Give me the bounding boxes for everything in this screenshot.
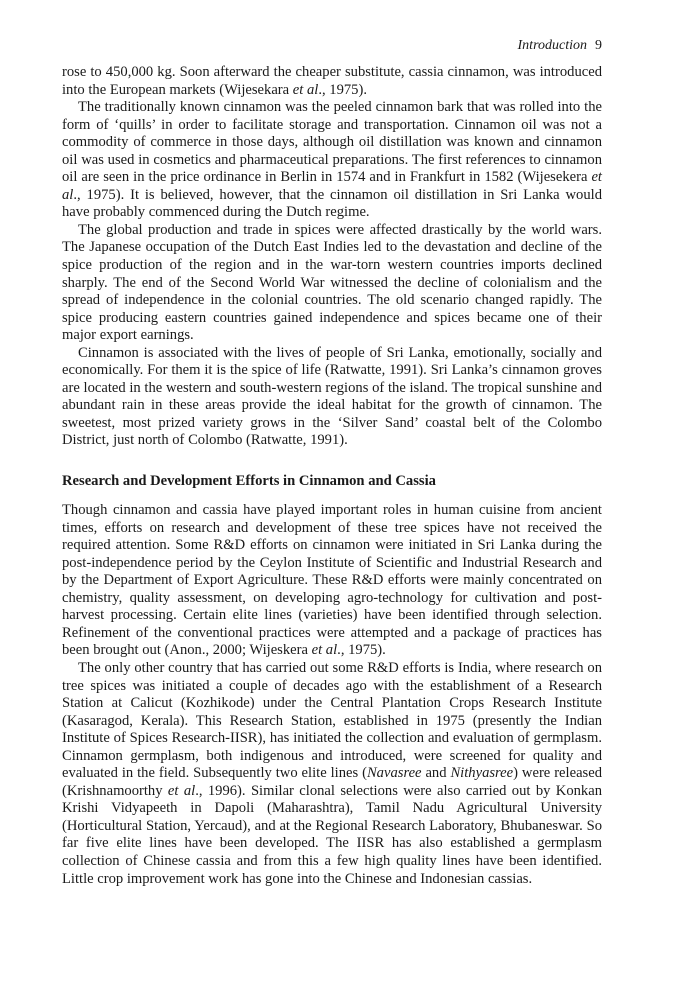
paragraph: Though cinnamon and cassia have played important roles in human cuisine from ancient times, efforts on research and development of these tree spices have not received the required attention. Some R&D efforts on cinnamon were initiated in Sri Lanka during the post-independence period by the Ceylon Institute of Scientific and Industrial Research and by the Department of Export Agriculture. These R&D efforts were mainly concentrated on chemistry, quality assessment, on developing agro-technology for cultivation and post-harvest processing. Certain elite lines (varieties) have been identified through selection. Refinement of the conventional practices were attempted and a package of practices has been brought out (Anon., 2000; Wijeskera et al., 1975).	[62, 502, 602, 659]
paragraph: Cinnamon is associated with the lives of people of Sri Lanka, emotionally, socially and economically. For them it is the spice of life (Ratwatte, 1991). Sri Lanka’s cinnamon groves are located in the western and south-western regions of the island. The tropical sunshine and abundant rain in these areas provide the ideal habitat for the growth of cinnamon. The sweetest, most prized variety grows in the ‘Silver Sand’ coastal belt of the Colombo District, just north of Colombo (Ratwatte, 1991).	[62, 344, 602, 449]
book-page	[62, 36, 602, 888]
section-title: Introduction	[517, 38, 587, 53]
paragraph: rose to 450,000 kg. Soon afterward the cheaper substitute, cassia cinnamon, was introduced into the European markets (Wijesekara et al., 1975).	[62, 64, 602, 98]
running-head	[62, 36, 602, 56]
section-heading: Research and Development Efforts in Cinnamon and Cassia	[62, 473, 436, 490]
paragraph: The only other country that has carried out some R&D efforts is India, where research on tree spices was initiated a couple of decades ago with the establishment of a Research Station at Calicut (Kozhikode) under the Central Plantation Crops Research Institute (Kasaragod, Kerala). This Research Station, established in 1975 (presently the Indian Institute of Spices Research-IISR), has initiated the collection and evaluation of germplasm. Cinnamon germplasm, both indigenous and introduced, were screened for quality and evaluated in the field. Subsequently two elite lines (Navasree and Nithyasree) were released (Krishnamoorthy et al., 1996). Similar clonal selections were also carried out by Konkan Krishi Vidyapeeth in Dapoli (Maharashtra), Tamil Nadu Agricultural University (Horticultural Station, Yercaud), and at the Regional Research Laboratory, Bhubaneswar. So far five elite lines have been developed. The IISR has also established a germplasm collection of Chinese cassia and from this a few high quality lines have been identified. Little crop improvement work has gone into the Chinese and Indonesian cassias.	[62, 659, 603, 887]
page-number: 9	[595, 38, 602, 53]
paragraph: The global production and trade in spices were affected drastically by the world wars. The Japanese occupation of the Dutch East Indies led to the devastation and decline of the spice production of the region and in the war-torn western countries imports declined sharply. The end of the Second World War witnessed the decline of colonialism and the spread of independence in the colonial countries. The old scenario changed rapidly. The spice producing eastern countries gained independence and spices became one of their major export earnings.	[62, 221, 602, 344]
paragraph: The traditionally known cinnamon was the peeled cinnamon bark that was rolled into the form of ‘quills’ in order to facilitate storage and transportation. Cinnamon oil was not a commodity of commerce in those days, although oil distillation was known and cinnamon oil was used in cosmetics and pharmaceutical preparations. The first references to cinnamon oil are seen in the price ordinance in Berlin in 1574 and in Frankfurt in 1582 (Wijesekera et al., 1975). It is believed, however, that the cinnamon oil distillation in Sri Lanka would have probably commenced during the Dutch regime.	[62, 99, 602, 221]
